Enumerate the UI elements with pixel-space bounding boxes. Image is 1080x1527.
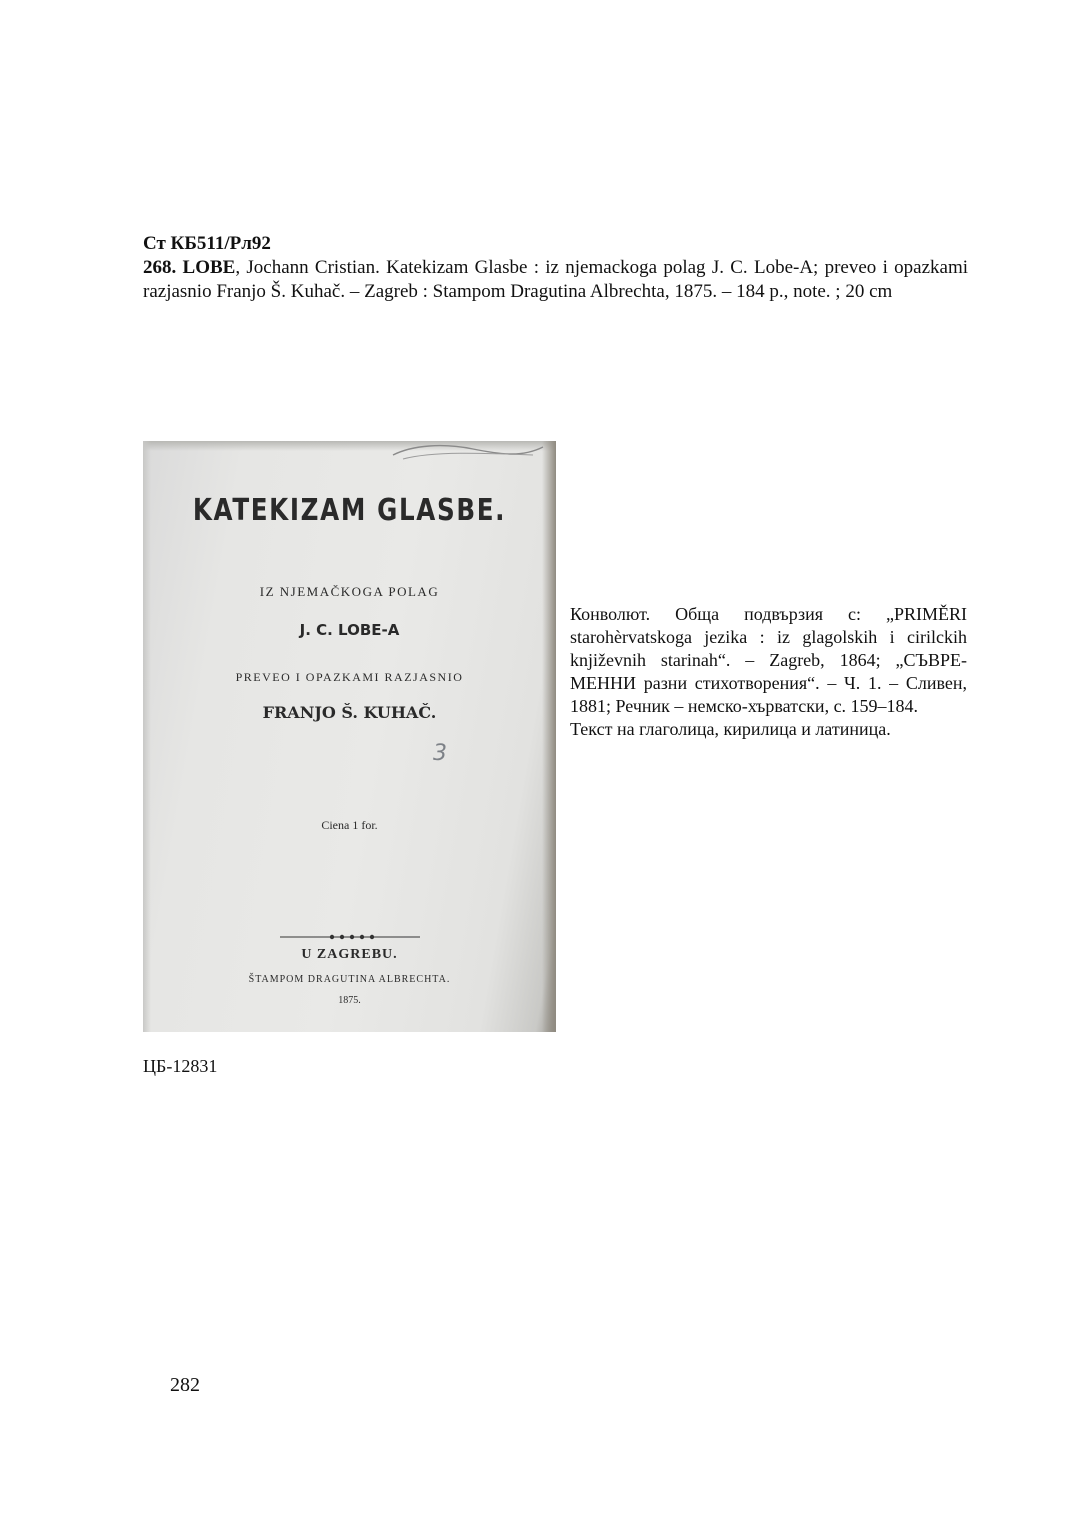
pencil-mark: 3 [433,741,447,766]
book-author-line: J. C. LOBE-A [299,621,400,639]
ornament-rule [143,928,556,946]
entry-number: 268. [143,257,177,278]
note-paragraph-1: Конволют. Обща подвързия с: „PRIMĚRI starohèrvatskoga jezika : iz glagolskih i cirilckih književnih starinah“. – Zagreb, 1864; „СЪВРЕ-МЕННИ разни стихотворения“. – Ч. 1. – Сливен, 1881; Речник – немско-хърватски, с. 159–184. [570,604,967,716]
book-translator-name: FRANJO Š. KUHAČ. [262,703,437,722]
book-imprint-year: 1875. [338,995,361,1006]
book-title: KATEKIZAM GLASBE. [192,493,507,528]
entry-description [143,256,968,304]
entry-author: LOBE [182,257,236,278]
annotation-note [570,603,967,741]
book-translator-caption: PREVEO I OPAZKAMI RAZJASNIO [235,670,464,684]
entry-text: , Jochann Cristian. Katekizam Glasbe : iz njemackoga polag J. C. Lobe-A; preveo i opazkami razjasnio Franjo Š. Kuhač. – Zagreb : Stampom Dragutina Albrechta, 1875. – 184 p., note. ; 20 cm [143,257,968,302]
page-number: 282 [170,1374,200,1396]
shelfmark: Ст КБ511/Рл92 [143,233,271,254]
note-paragraph-2: Текст на глаголица, кирилица и латиница. [570,719,891,739]
ink-signature-scribble [383,441,553,465]
title-page-photo [143,441,556,1032]
book-imprint-printer: ŠTAMPOM DRAGUTINA ALBRECHTA. [248,974,451,985]
call-number: ЦБ-12831 [143,1056,218,1076]
book-subtitle-line: IZ NJEMAČKOGA POLAG [259,584,440,599]
book-price: Ciena 1 for. [321,818,378,832]
book-imprint-city: U ZAGREBU. [301,947,398,962]
bibliographic-entry [143,232,968,304]
